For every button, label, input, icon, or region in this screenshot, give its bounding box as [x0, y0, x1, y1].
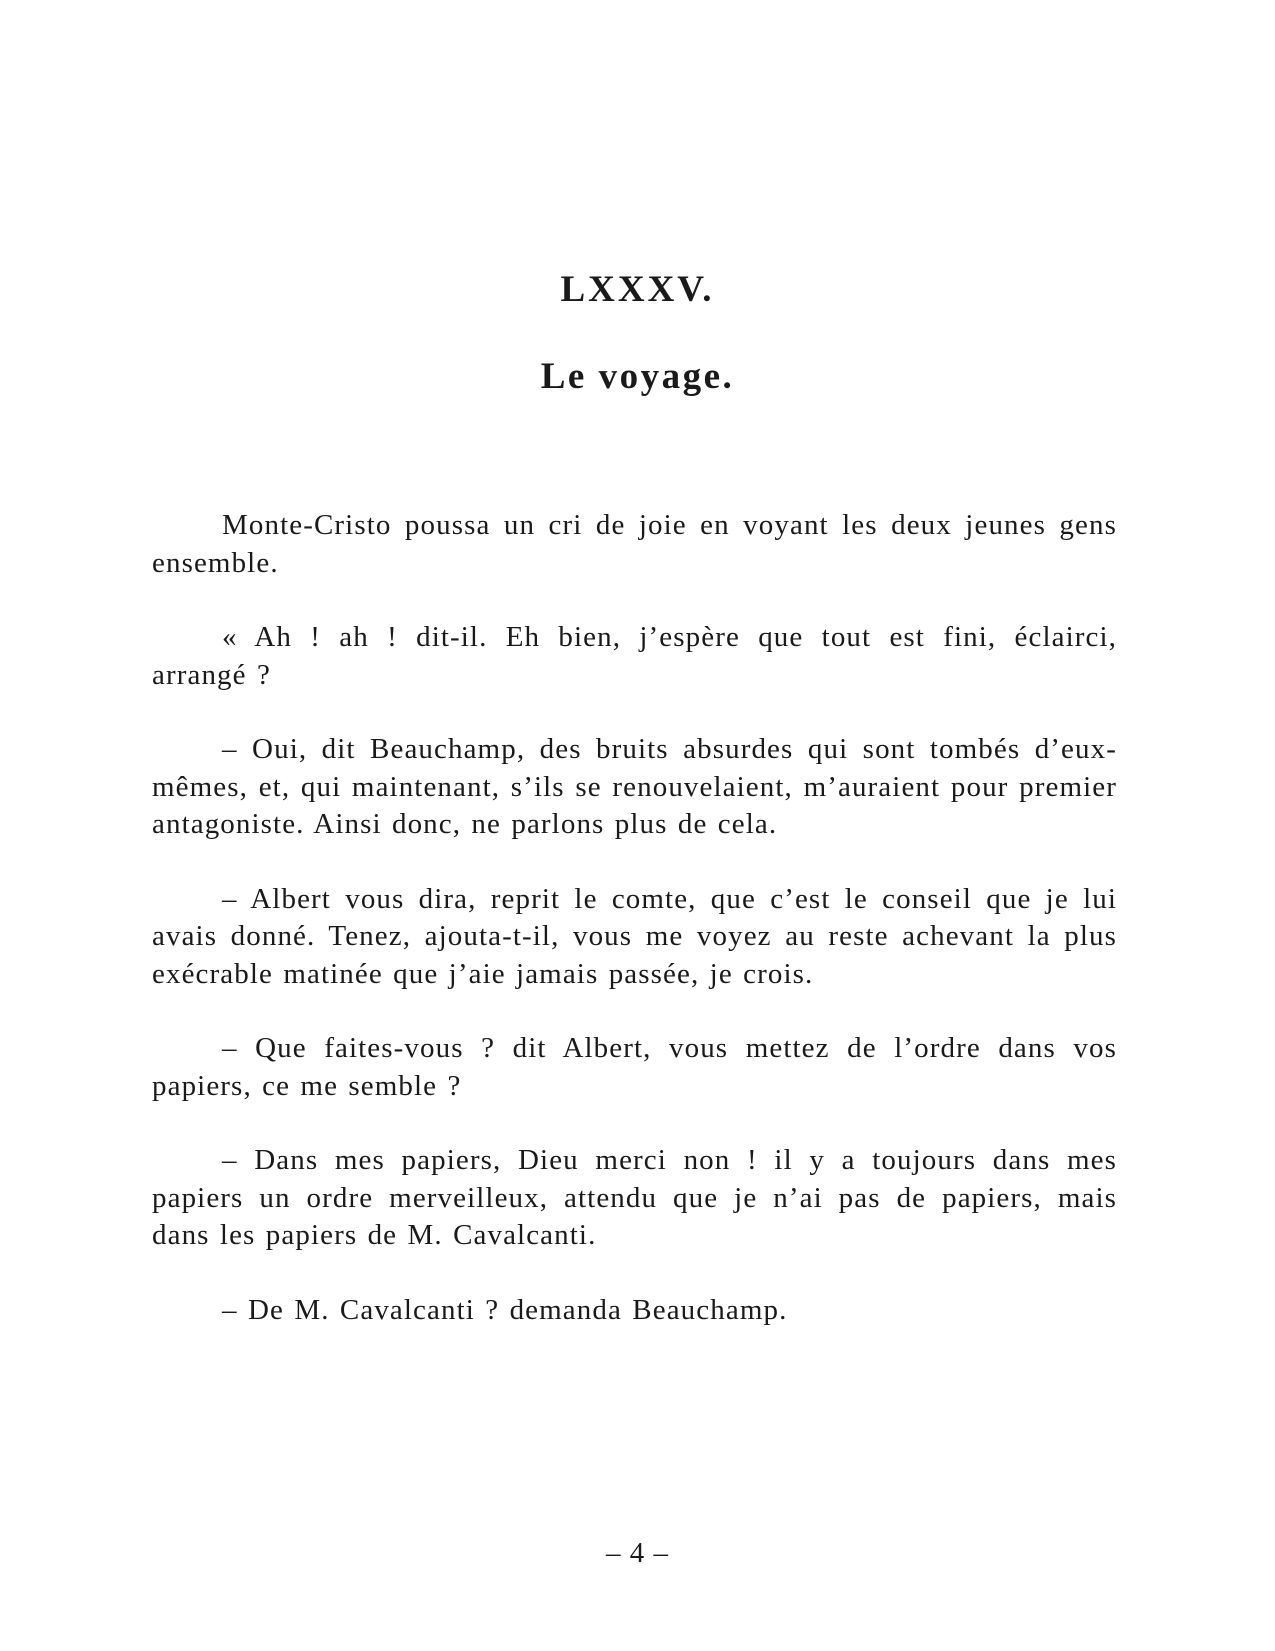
page-number: – 4 – [606, 1537, 669, 1569]
chapter-title: Le voyage. [540, 356, 735, 397]
paragraph: Monte-Cristo poussa un cri de joie en voyant les deux jeunes gens ensemble. [152, 509, 1117, 579]
paragraph: – Albert vous dira, reprit le comte, que c’est le conseil que je lui avais donné. Tenez, ajouta-t-il, vous me voyez au reste achevant la plus exécrable matinée que j’aie jamais passée, je crois. [152, 882, 1117, 990]
paragraph: – Oui, dit Beauchamp, des bruits absurdes qui sont tombés d’eux-mêmes, et, qui maintenant, s’ils se renouvelaient, m’auraient pour premier antagoniste. Ainsi donc, ne parlons plus de cela. [152, 733, 1117, 840]
paragraph: – De M. Cavalcanti ? demanda Beauchamp. [222, 1293, 788, 1326]
chapter-body [152, 507, 1117, 1366]
paragraph: – Que faites-vous ? dit Albert, vous mettez de l’ordre dans vos papiers, ce me semble ? [152, 1032, 1117, 1102]
chapter-number: LXXXV. [560, 269, 715, 310]
paragraph: – Dans mes papiers, Dieu merci non ! il y a toujours dans mes papiers un ordre merveilleux, attendu que je n’ai pas de papiers, mais dans les papiers de M. Cavalcanti. [152, 1144, 1117, 1251]
paragraph: « Ah ! ah ! dit-il. Eh bien, j’espère que tout est fini, éclairci, arrangé ? [152, 621, 1117, 691]
